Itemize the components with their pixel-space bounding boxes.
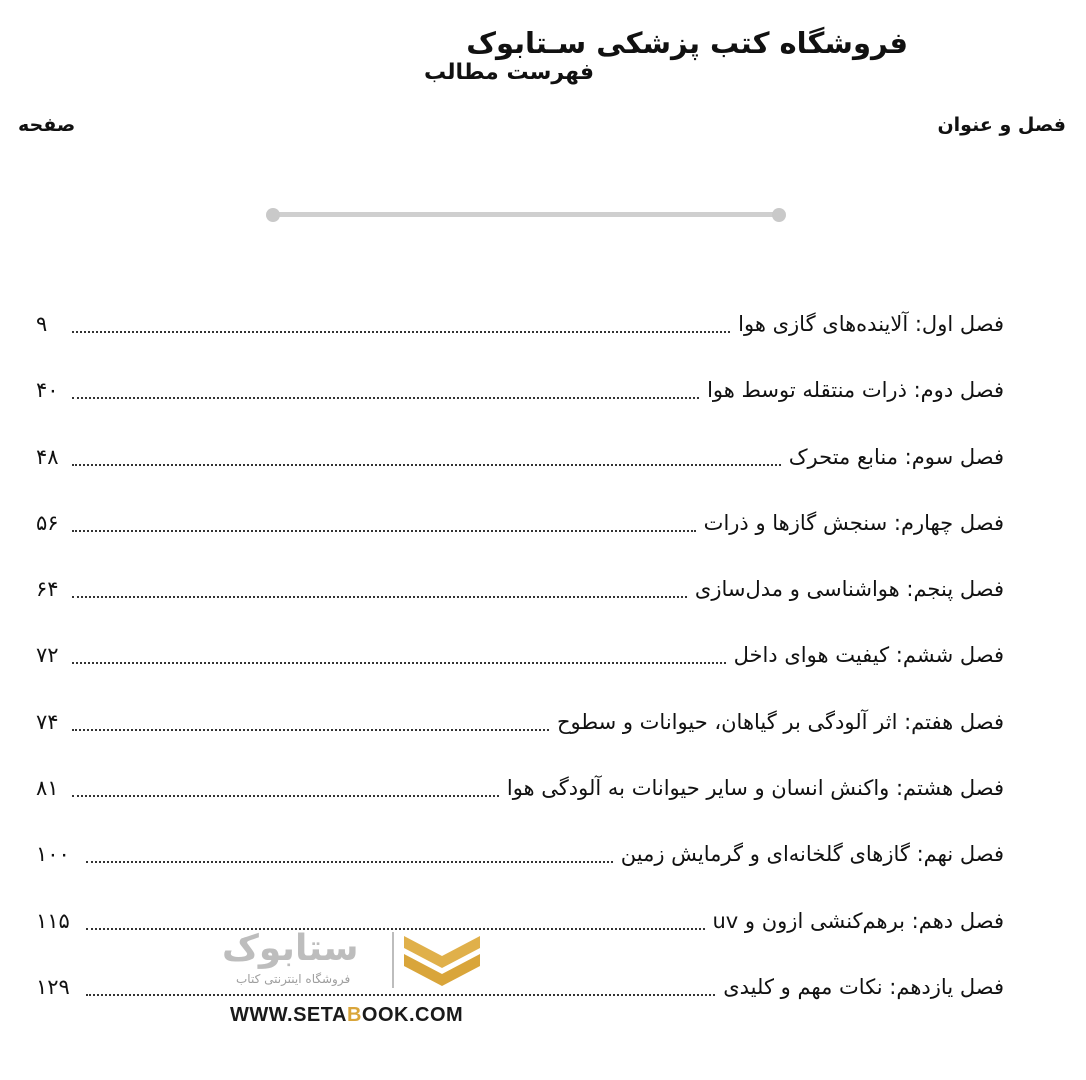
watermark-url-suffix: OOK.COM [361, 1004, 464, 1026]
toc-page-number: ۵۶ [36, 510, 59, 535]
toc-page-number: ۷۲ [36, 643, 59, 668]
toc-chapter-title: فصل دهم: برهم‌کنشی ازون و uv [712, 908, 1004, 933]
dot-leader [72, 768, 499, 797]
watermark-url [230, 1004, 463, 1027]
toc-chapter-title: فصل یازدهم: نکات مهم و کلیدی [723, 974, 1004, 999]
toc-row [36, 768, 1004, 834]
toc-chapter-title: فصل پنجم: هواشناسی و مدل‌سازی [694, 577, 1004, 602]
toc-chapter-title: فصل سوم: منابع متحرک [788, 444, 1004, 469]
store-title: فروشگاه کتب پزشکی سـتابوک [466, 26, 908, 60]
toc-chapter-title: فصل نهم: گازهای گلخانه‌ای و گرمایش زمین [620, 842, 1004, 867]
toc-page-number: ۸۱ [36, 776, 59, 801]
toc-row [36, 702, 1004, 768]
toc-chapter-title: فصل چهارم: سنجش گازها و ذرات [703, 510, 1004, 535]
toc-title: فهرست مطالب [423, 60, 594, 85]
toc-chapter-title: فصل ششم: کیفیت هوای داخل [733, 643, 1004, 668]
toc-row [36, 370, 1004, 436]
dot-leader [72, 437, 781, 466]
watermark-separator [392, 932, 394, 988]
setabook-logo-icon [402, 928, 482, 988]
toc-chapter-title: فصل هشتم: واکنش انسان و سایر حیوانات به آلودگی هوا [506, 776, 1004, 801]
page-column-heading: صفحه [18, 114, 76, 136]
divider-bar [274, 212, 778, 217]
divider-dot-right [772, 208, 786, 222]
dot-leader [86, 834, 613, 863]
dot-leader [72, 304, 730, 333]
setabook-watermark [222, 928, 484, 1028]
toc-row [36, 901, 1004, 967]
toc-row [36, 635, 1004, 701]
watermark-url-prefix: WWW.SETA [230, 1004, 347, 1026]
toc-page-number: ۱۰۰ [36, 842, 70, 867]
toc-chapter-title: فصل هفتم: اثر آلودگی بر گیاهان، حیوانات و سطوح [556, 709, 1004, 734]
toc-page-number: ۴۰ [36, 378, 59, 403]
toc-row [36, 304, 1004, 370]
table-of-contents [36, 304, 1004, 1033]
toc-row [36, 967, 1004, 1033]
dot-leader [72, 569, 687, 598]
watermark-tagline: فروشگاه اینترنتی کتاب [236, 972, 351, 986]
divider-dot-left [266, 208, 280, 222]
dot-leader [86, 901, 705, 930]
toc-page-number: ۱۲۹ [36, 974, 70, 999]
toc-row [36, 834, 1004, 900]
toc-page-number: ۱۱۵ [36, 908, 70, 933]
dot-leader [72, 503, 696, 532]
toc-page-number: ۹ [36, 312, 48, 336]
toc-row [36, 437, 1004, 503]
section-divider [272, 208, 780, 222]
dot-leader [72, 370, 699, 399]
toc-page-number: ۶۴ [36, 577, 59, 602]
dot-leader [72, 635, 726, 664]
toc-page-number: ۴۸ [36, 444, 59, 469]
toc-chapter-title: فصل دوم: ذرات منتقله توسط هوا [707, 378, 1004, 403]
toc-row [36, 569, 1004, 635]
dot-leader [72, 702, 549, 731]
chapter-column-heading: فصل و عنوان [937, 114, 1066, 136]
toc-chapter-title: فصل اول: آلاینده‌های گازی هوا [738, 312, 1004, 336]
toc-page-number: ۷۴ [36, 709, 59, 734]
watermark-brand-text: ستابوک [222, 928, 359, 969]
watermark-url-accent: B [346, 1004, 362, 1026]
toc-row [36, 503, 1004, 569]
